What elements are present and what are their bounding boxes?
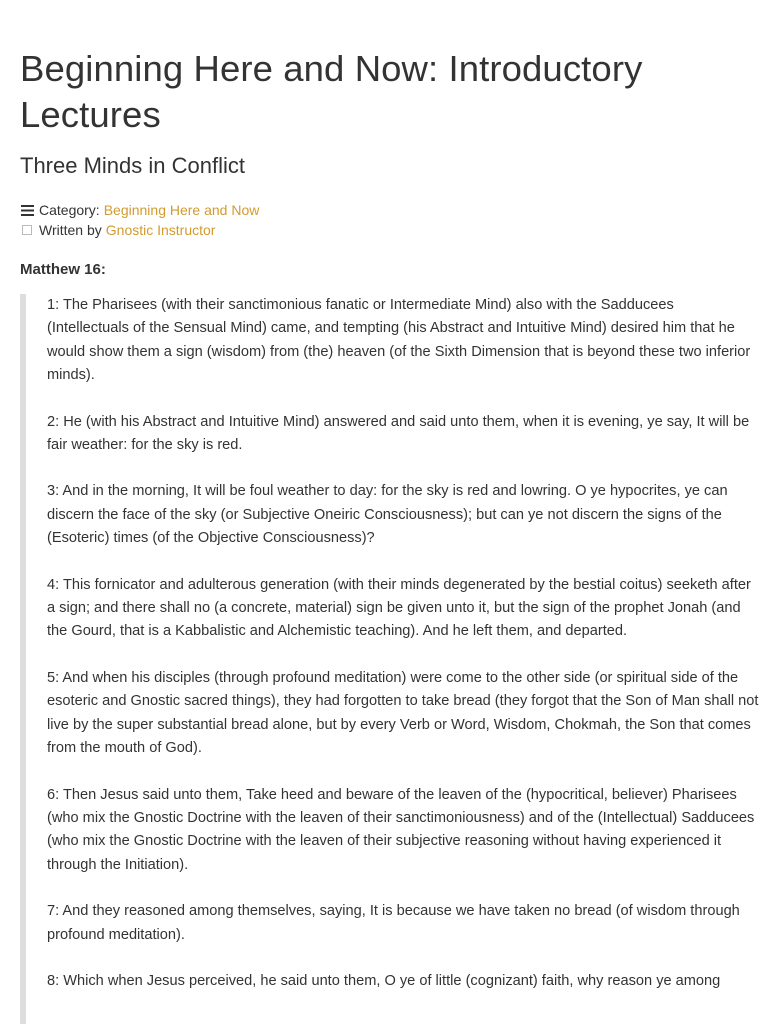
author-label: Written by	[39, 222, 102, 238]
category-label: Category:	[39, 202, 100, 218]
user-icon	[20, 223, 34, 237]
verse-8: 8: Which when Jesus perceived, he said unto them, O ye of little (cognizant) faith, why reason ye among	[47, 972, 721, 989]
page-title: Beginning Here and Now: Introductory Lectures	[20, 48, 643, 135]
verse-3: 3: And in the morning, It will be foul weather to day: for the sky is red and lowring. O ye hypocrites, ye can discern the face of the sky (or Subjective Oneiric Consciousness); but can ye not discern the signs of the (Esoteric) times (of the Objective Consciousness)?	[47, 483, 728, 547]
article-subtitle: Three Minds in Conflict	[20, 153, 245, 178]
category-link[interactable]: Beginning Here and Now	[103, 202, 260, 218]
category-row	[20, 200, 755, 220]
section-label: Matthew 16:	[20, 261, 106, 278]
verse-5: 5: And when his disciples (through profound meditation) were come to the other side (or spiritual side of the esoteric and Gnostic sacred things), they had forgotten to take bread (they forgot that the Son of Man shall not live by the super substantial bread alone, but by every Verb or Word, Wisdom, Chokmah, the Son that comes from the mouth of God).	[47, 669, 759, 757]
verse-6: 6: Then Jesus said unto them, Take heed and beware of the leaven of the (hypocritical, believer) Pharisees (who mix the Gnostic Doctrine with the leaven of their sanctimoniousness) and of the (Intellectual) Sadducees (who mix the Gnostic Doctrine with the leaven of their subjective reasoning without having experienced it through the Initiation).	[47, 786, 755, 873]
verse-4: 4: This fornicator and adulterous generation (with their minds degenerated by the bestial coitus) seeketh after a sign; and there shall no (a concrete, material) sign be given unto it, but the sign of the prophet Jonah (and the Gourd, that is a Kabbalistic and Alchemistic teaching). And he left them, and departed.	[47, 576, 751, 640]
list-icon	[20, 203, 34, 217]
verse-7: 7: And they reasoned among themselves, saying, It is because we have taken no bread (of wisdom through profound meditation).	[47, 903, 740, 943]
article-meta	[20, 200, 755, 240]
author-row	[20, 220, 755, 240]
verse-2: 2: He (with his Abstract and Intuitive Mind) answered and said unto them, when it is evening, ye say, It will be fair weather: for the sky is red.	[47, 413, 750, 454]
blockquote	[20, 294, 759, 1024]
author-link[interactable]: Gnostic Instructor	[105, 222, 216, 238]
verse-1: 1: The Pharisees (with their sanctimonious fanatic or Intermediate Mind) also with the Sadducees (Intellectuals of the Sensual Mind) came, and tempting (his Abstract and Intuitive Mind) desired him that he would show them a sign (wisdom) from (the) heaven (of the Sixth Dimension that is beyond these two inferior minds).	[47, 297, 751, 384]
article	[20, 0, 759, 989]
verse-list	[47, 294, 759, 1016]
